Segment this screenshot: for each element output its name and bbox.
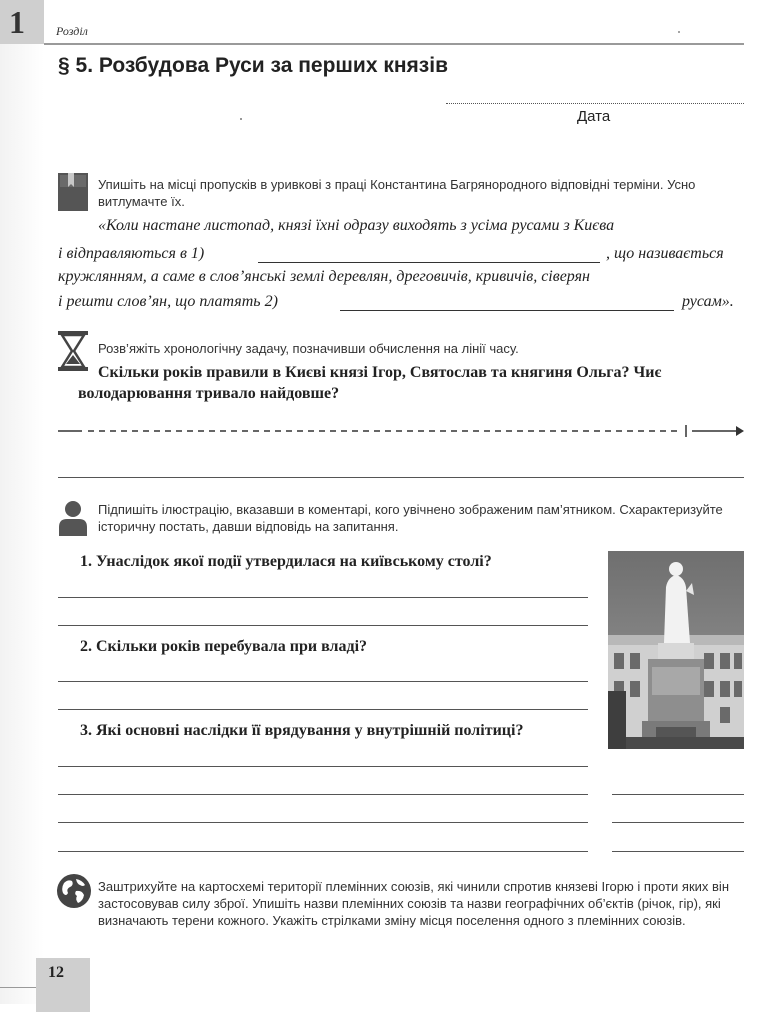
person-icon xyxy=(58,500,88,536)
answer-line[interactable] xyxy=(58,477,744,478)
quote-line-3: кружлянням, а саме в слов’янські землі деревлян, дреговичів, кривичів, сіверян xyxy=(58,268,590,285)
timeline[interactable] xyxy=(58,430,744,432)
question-2: 2. Скільки років перебувала при владі? xyxy=(80,638,368,655)
section-number: 1 xyxy=(9,4,25,40)
date-label: Дата xyxy=(577,108,611,125)
answer-line[interactable] xyxy=(58,766,588,767)
task2-instruction: Розв’яжіть хронологічну задачу, позначивши обчислення на лінії часу. xyxy=(98,341,519,356)
blank-answer-2[interactable] xyxy=(340,310,674,311)
answer-line[interactable] xyxy=(58,625,588,626)
quote-line-2-start: і відправляються в 1) xyxy=(58,245,205,262)
speck xyxy=(678,31,680,33)
globe-icon xyxy=(56,873,92,909)
page-number: 12 xyxy=(48,964,64,981)
caption-line[interactable] xyxy=(612,794,744,795)
question-3: 3. Які основні наслідки її врядування у внутрішній політиці? xyxy=(80,722,524,739)
answer-line[interactable] xyxy=(58,822,588,823)
answer-line[interactable] xyxy=(58,597,588,598)
task2-question-line-1: Скільки років правили в Києві князі Ігор, Святослав та княгиня Ольга? Чиє xyxy=(98,364,662,381)
hourglass-icon xyxy=(58,331,88,371)
quote-line-1: «Коли настане листопад, князі їхні одразу виходять з усіма русами з Києва xyxy=(98,217,615,234)
quote-line-4-end: русам». xyxy=(682,293,734,310)
quote-line-4-start: і решти слов’ян, що платять 2) xyxy=(58,293,278,310)
header-rule xyxy=(44,43,744,45)
quote-line-2-end: , що називається xyxy=(606,245,724,262)
date-field[interactable] xyxy=(446,103,744,104)
blank-answer-1[interactable] xyxy=(258,262,600,263)
margin-band xyxy=(0,44,44,1004)
footer-rule xyxy=(0,987,36,988)
answer-line[interactable] xyxy=(58,851,588,852)
caption-line[interactable] xyxy=(612,851,744,852)
section-label: Розділ xyxy=(56,24,88,38)
task2-question-line-2: володарювання тривало найдовше? xyxy=(78,385,340,402)
question-1: 1. Унаслідок якої події утвердилася на київському столі? xyxy=(80,553,492,570)
book-icon xyxy=(58,173,88,211)
caption-line[interactable] xyxy=(612,822,744,823)
answer-line[interactable] xyxy=(58,709,588,710)
answer-line[interactable] xyxy=(58,681,588,682)
page-title: § 5. Розбудова Руси за перших князів xyxy=(58,54,448,77)
answer-line[interactable] xyxy=(58,794,588,795)
speck xyxy=(240,118,242,120)
task4-instruction: Заштрихуйте на картосхемі території племінних союзів, які чинили спротив князеві Ігорю і проти яких він застосовував силу зброї. Упишіть назви племінних союзів та назви географічних об’єктів (річок, гір), які визначають терени кожного. Укажіть стрілками зміну місця поселення одного з племінних союзів. xyxy=(98,879,729,928)
monument-photo xyxy=(608,551,744,749)
task1-instruction: Упишіть на місці пропусків в уривкові з праці Константина Багрянородного відповідні терміни. Усно витлумачте їх. xyxy=(98,177,696,209)
task3-instruction: Підпишіть ілюстрацію, вказавши в коментарі, кого увічнено зображеним пам’ятником. Схарактеризуйте історичну постать, давши відповідь на запитання. xyxy=(98,502,723,534)
